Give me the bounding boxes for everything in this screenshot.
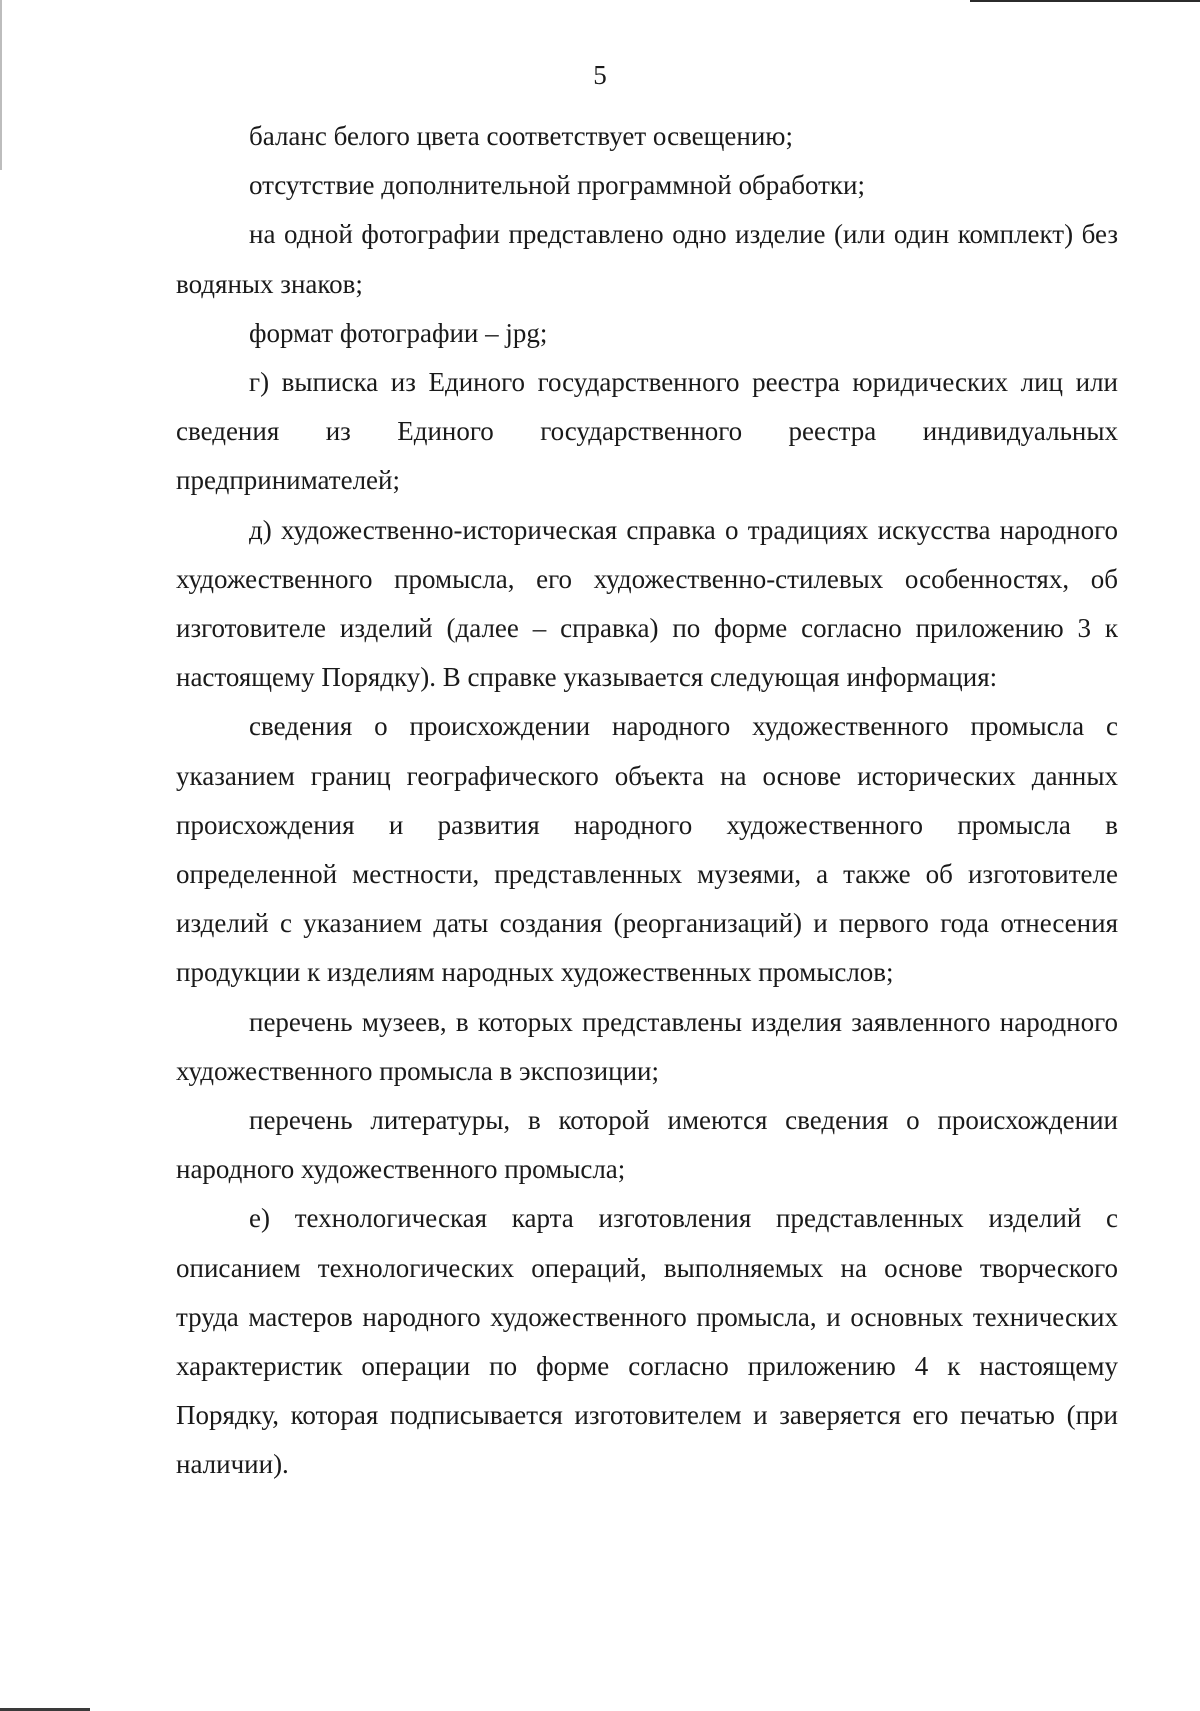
page-number: 5 (593, 60, 607, 90)
paragraph-item-e: е) технологическая карта изготовления представленных изделий с описанием технологических операций, выполняемых на основе творческого труда мастеров народного художественного промысла, и основных технических характеристик операции по форме согласно приложению 4 к настоящему Порядку, которая подписывается изготовителем и заверяется его печатью (при наличии). (176, 1203, 1118, 1480)
document-body (176, 112, 1118, 1490)
paragraph-photo-format: формат фотографии – jpg; (249, 317, 548, 348)
paragraph-one-item: на одной фотографии представлено одно изделие (или один комплект) без водяных знаков; (176, 219, 1118, 299)
paragraph-museums-list: перечень музеев, в которых представлены изделия заявленного народного художественного промысла в экспозиции; (176, 1006, 1118, 1086)
paragraph-literature-list: перечень литературы, в которой имеются сведения о происхождении народного художественного промысла; (176, 1105, 1118, 1185)
paragraph-item-g: г) выписка из Единого государственного реестра юридических лиц или сведения из Единого государственного реестра индивидуальных предпринимателей; (176, 367, 1118, 496)
paragraph-item-d: д) художественно-историческая справка о традициях искусства народного художественного промысла, его художественно-стилевых особенностях, об изготовителе изделий (далее – справка) по форме согласно приложению 3 к настоящему Порядку). В справке указывается следующая информация: (176, 514, 1118, 693)
scan-edge-line (970, 0, 1200, 2)
paragraph-no-processing: отсутствие дополнительной программной обработки; (249, 170, 865, 201)
paragraph-white-balance: баланс белого цвета соответствует освещению; (249, 121, 793, 151)
paragraph-origin-info: сведения о происхождении народного художественного промысла с указанием границ географического объекта на основе исторических данных происхождения и развития народного художественного промысла в определенной местности, представленных музеями, а также об изготовителе изделий с указанием даты создания (реорганизаций) и первого года отнесения продукции к изделиям народных художественных промыслов; (176, 711, 1118, 988)
